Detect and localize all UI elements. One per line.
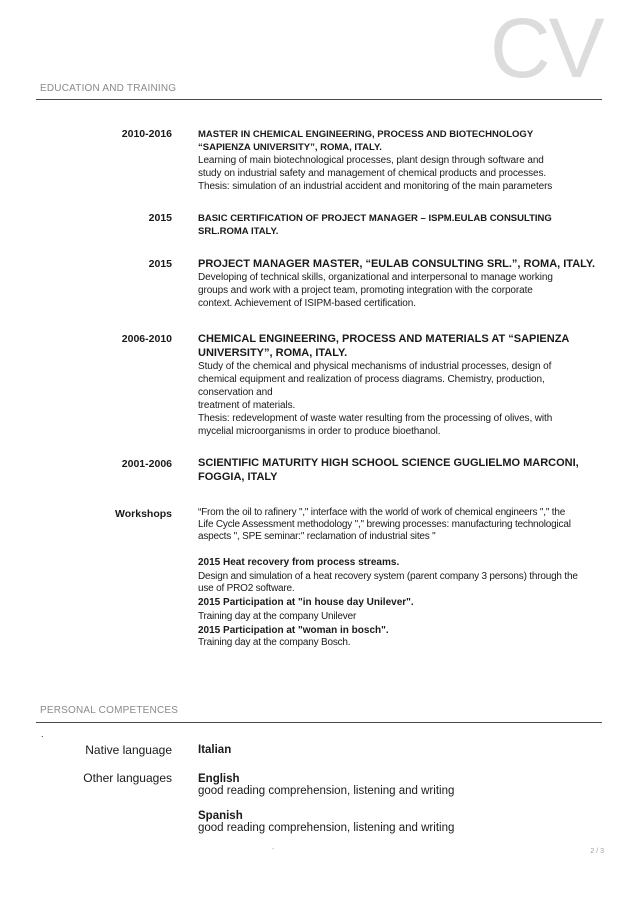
native-language-value: Italian [198, 744, 232, 756]
entry-date: 2015 [148, 258, 172, 270]
entry-title: SCIENTIFIC MATURITY HIGH SCHOOL SCIENCE GUGLIELMO MARCONI, [198, 457, 579, 469]
cv-watermark: CV [490, 1, 603, 95]
entry-title: SRL.ROMA ITALY. [198, 226, 279, 237]
language-level: good reading comprehension, listening and writing [198, 822, 455, 834]
section-title-education: EDUCATION AND TRAINING [40, 83, 177, 94]
language-level: good reading comprehension, listening and writing [198, 785, 455, 797]
workshops-intro: “From the oil to rafinery "," interface with the world of work of chemical engineers "," the [198, 507, 566, 518]
entry-title: PROJECT MANAGER MASTER, “EULAB CONSULTING SRL.”, ROMA, ITALY. [198, 258, 596, 270]
workshops-block [198, 507, 603, 649]
footer-separator: - [272, 846, 275, 853]
workshop-title: 2015 Participation at "in house day Unilever". [198, 597, 414, 608]
bullet-marker: . [41, 729, 44, 739]
entry-title: “SAPIENZA UNIVERSITY”, ROMA, ITALY. [198, 142, 382, 153]
workshops-intro: Life Cycle Assessment methodology "," brewing processes: manufacturing technological [198, 519, 571, 530]
education-entry [198, 456, 603, 484]
workshop-description: Training day at the company Bosch. [198, 637, 351, 648]
entry-date: 2010-2016 [121, 128, 172, 140]
entry-description: groups and work with a project team, promoting integration with the corporate [198, 285, 533, 296]
entry-date: 2006-2010 [121, 333, 172, 345]
entry-title: CHEMICAL ENGINEERING, PROCESS AND MATERIALS AT “SAPIENZA [198, 333, 570, 345]
entry-title: FOGGIA, ITALY [198, 471, 278, 483]
education-entry [198, 212, 603, 238]
workshop-description: Design and simulation of a heat recovery system (parent company 3 persons) through the [198, 571, 578, 582]
entry-description: treatment of materials. [198, 400, 296, 411]
workshops-label: Workshops [115, 508, 172, 520]
language-name: English [198, 773, 240, 785]
workshop-title: 2015 Heat recovery from process streams. [198, 557, 400, 568]
entry-description: Study of the chemical and physical mechanisms of industrial processes, design of [198, 361, 552, 372]
education-entry [198, 332, 603, 438]
section-divider [36, 99, 602, 100]
entry-description: chemical equipment and realization of process diagrams. Chemistry, production, [198, 374, 545, 385]
section-divider [36, 722, 602, 723]
language-item [198, 773, 454, 797]
entry-date: 2001-2006 [121, 458, 172, 470]
section-title-personal: PERSONAL COMPETENCES [40, 705, 179, 716]
entry-description: Thesis: simulation of an industrial accident and monitoring of the main parameters [198, 181, 553, 192]
language-item [198, 810, 454, 834]
entry-description: context. Achievement of ISIPM-based certification. [198, 298, 416, 309]
other-languages-label: Other languages [83, 771, 172, 785]
workshop-description: Training day at the company Unilever [198, 611, 357, 622]
entry-date: 2015 [148, 212, 172, 224]
entry-description: mycelial microorganisms in order to produce bioethanol. [198, 426, 441, 437]
workshops-intro: aspects ", SPE seminar:" reclamation of industrial sites " [198, 531, 436, 542]
education-entry [198, 257, 603, 310]
entry-title: MASTER IN CHEMICAL ENGINEERING, PROCESS AND BIOTECHNOLOGY [198, 129, 534, 140]
education-entry [198, 128, 603, 193]
language-name: Spanish [198, 810, 243, 822]
entry-title: BASIC CERTIFICATION OF PROJECT MANAGER – ISPM.EULAB CONSULTING [198, 213, 552, 224]
entry-description: Thesis: redevelopment of waste water resulting from the processing of olives, with [198, 413, 553, 424]
entry-description: conservation and [198, 387, 273, 398]
page-number: 2 / 3 [590, 848, 604, 855]
entry-description: Learning of main biotechnological processes, plant design through software and [198, 155, 544, 166]
workshop-title: 2015 Participation at "woman in bosch". [198, 625, 389, 636]
native-language-label: Native language [85, 743, 172, 757]
entry-title: UNIVERSITY”, ROMA, ITALY. [198, 347, 348, 359]
entry-description: study on industrial safety and management of chemical products and processes. [198, 168, 547, 179]
workshop-description: use of PRO2 software. [198, 583, 295, 594]
entry-description: Developing of technical skills, organizational and interpersonal to manage working [198, 272, 553, 283]
